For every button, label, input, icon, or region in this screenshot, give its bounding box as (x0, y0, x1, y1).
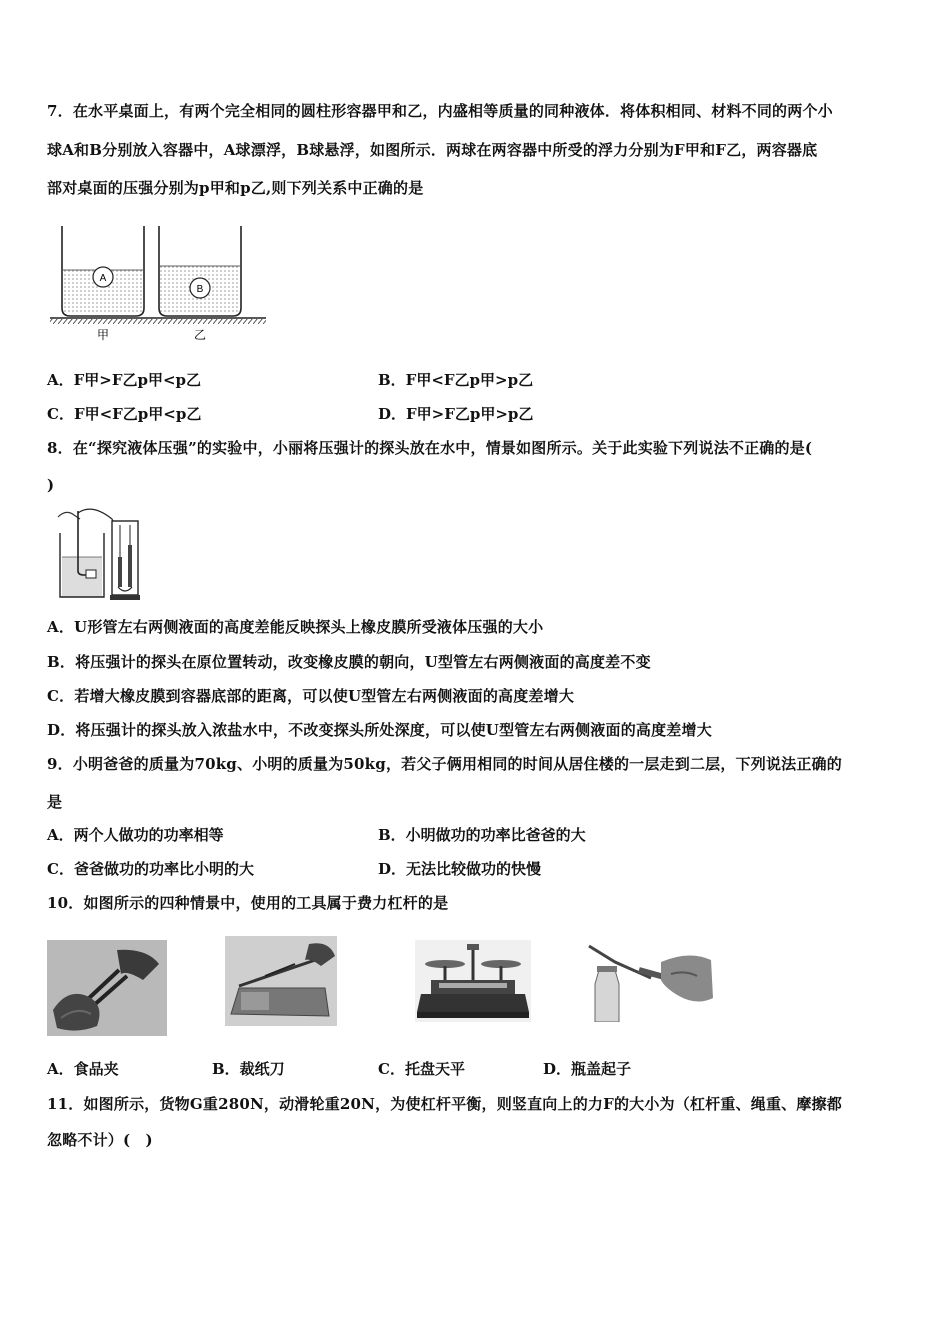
q10-text-line-1: 10．如图所示的四种情景中，使用的工具属于费力杠杆的是 (47, 894, 449, 912)
q11-text-line-1: 11．如图所示，货物G重280N，动滑轮重20N，为使杠杆平衡，则竖直向上的力F的大小为（杠杆重、绳重、摩擦都 (47, 1095, 842, 1113)
q7-text-line-3: 部对桌面的压强分别为p甲和p乙,则下列关系中正确的是 (47, 179, 424, 197)
ball-b-label: B (196, 284, 204, 295)
q10-option-d: D．瓶盖起子 (543, 1060, 632, 1078)
q7-option-c: C．F甲<F乙p甲<p乙 (47, 405, 202, 423)
q7-text-line-2: 球A和B分别放入容器中，A球漂浮，B球悬浮，如图所示．两球在两容器中所受的浮力分别为F甲和F乙，两容器底 (47, 141, 818, 159)
q8-option-a: A．U形管左右两侧液面的高度差能反映探头上橡皮膜所受液体压强的大小 (47, 618, 544, 636)
q9-option-a: A．两个人做功的功率相等 (47, 826, 224, 844)
q9-text-line-2: 是 (47, 793, 63, 811)
food-tongs-photo (47, 940, 167, 1036)
bottle-opener-photo (585, 940, 717, 1022)
q8-pressure-gauge-figure (52, 505, 152, 605)
ball-a-label: A (99, 273, 107, 284)
q7-containers-figure (48, 222, 273, 344)
q9-option-b: B．小明做功的功率比爸爸的大 (378, 826, 586, 844)
container-jia (62, 226, 144, 316)
container-jia-label: 甲 (96, 328, 110, 342)
q7-option-b: B．F甲<F乙p甲>p乙 (378, 371, 534, 389)
container-yi-label: 乙 (193, 328, 207, 342)
q8-option-d: D．将压强计的探头放入浓盐水中，不改变探头所处深度，可以使U型管左右两侧液面的高度差增大 (47, 721, 712, 739)
q10-option-a: A．食品夹 (47, 1060, 119, 1078)
q9-text-line-1: 9．小明爸爸的质量为70kg、小明的质量为50kg，若父子俩用相同的时间从居住楼的一层走到二层，下列说法正确的 (47, 755, 842, 773)
q8-option-c: C．若增大橡皮膜到容器底部的距离，可以使U型管左右两侧液面的高度差增大 (47, 687, 575, 705)
q7-option-a: A．F甲>F乙p甲<p乙 (47, 371, 202, 389)
q11-text-line-2: 忽略不计）( ) (47, 1131, 153, 1149)
q10-option-c: C．托盘天平 (378, 1060, 465, 1078)
q7-text-line-1: 7．在水平桌面上，有两个完全相同的圆柱形容器甲和乙，内盛相等质量的同种液体．将体积相同、材料不同的两个小 (47, 102, 833, 120)
q8-option-b: B．将压强计的探头在原位置转动，改变橡皮膜的朝向，U型管左右两侧液面的高度差不变 (47, 653, 651, 671)
paper-cutter-photo (225, 936, 337, 1026)
container-yi (159, 226, 241, 316)
q9-option-c: C．爸爸做功的功率比小明的大 (47, 860, 254, 878)
q8-text-line-1: 8．在“探究液体压强”的实验中，小丽将压强计的探头放在水中，情景如图所示。关于此实验下列说法不正确的是( (47, 439, 813, 457)
balance-scale-photo (415, 940, 531, 1022)
q7-option-d: D．F甲>F乙p甲>p乙 (378, 405, 534, 423)
q8-text-line-2: ) (47, 476, 55, 494)
q10-option-b: B．裁纸刀 (212, 1060, 285, 1078)
table-hatching (50, 319, 266, 324)
q9-option-d: D．无法比较做功的快慢 (378, 860, 542, 878)
